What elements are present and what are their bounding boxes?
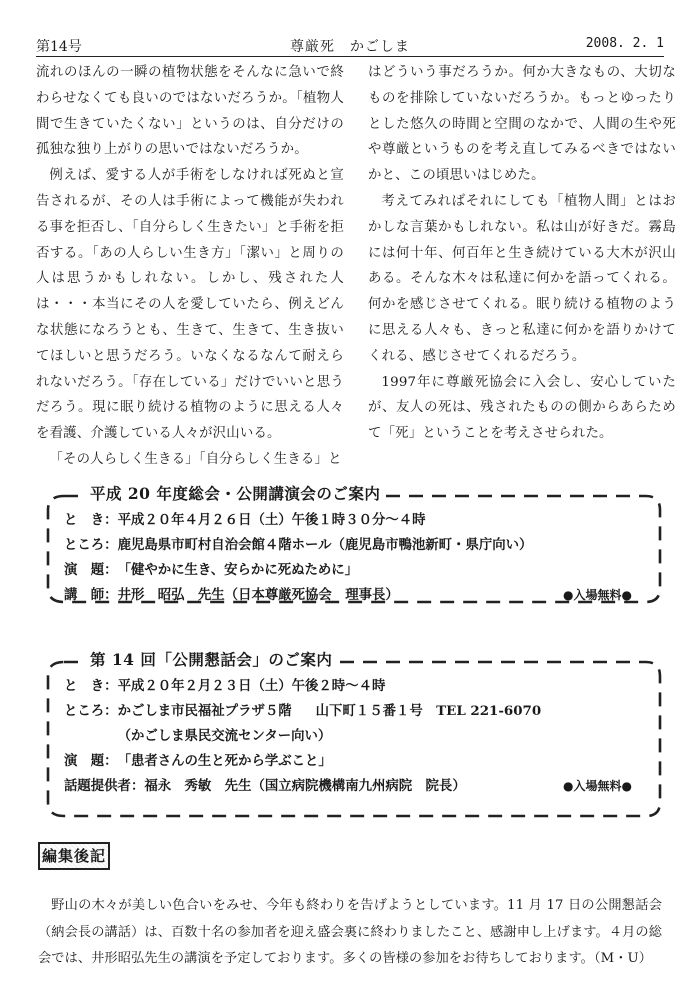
line-value: 「健やかに生き、安らかに死ぬために」 [117,562,359,578]
line-value: かごしま市民福祉プラザ５階 [117,703,292,719]
line-label: 話題提供者： [64,778,145,794]
line-label: 演 題： [64,753,118,769]
afterword-body [38,893,662,973]
notice-line-time [64,508,638,533]
line-label: と き： [64,678,118,694]
line-label [64,724,118,749]
line-label: 演 題： [64,562,118,578]
free-admission-badge: ●入場無料● [563,588,632,602]
article-column-right [368,60,676,447]
article-paragraph: 1997年に尊厳死協会に入会し、安心していたが、友人の死は、残されたものの側からあらためて「死」ということを考えさせられた。 [368,374,676,442]
notice-general-meeting [34,484,668,614]
free-admission-badge: ●入場無料● [563,779,632,793]
notice-open-talk [34,650,668,830]
notice-line-place [64,533,638,558]
article-paragraph: 例えば、愛する人が手術をしなければ死ぬと宣告されるが、その人は手術によって機能が失われる事を拒否し、「自分らしく生きたい」と手術を拒否する。「あの人らしい生き方」「潔い」と周りの人は思うかもしれない。しかし、残された人は・・・本当にその人を愛していたら、例えどんな状態になろうとも、生きて、生きて、生き抜いてほしいと思うだろう。いなくなるなんて耐えられないだろう。「存在している」だけでいいと思うだろう。現に眠り続ける植物のように思える人々を看護、介護している人々が沢山いる。 [36,168,344,442]
notice-line-place-note [64,724,638,749]
issue-date: 2008. 2. 1 [585,36,664,51]
line-value: 平成２０年２月２３日（土）午後２時～４時 [117,678,386,694]
notice-title: 平成 20 年度総会・公開講演会のご案内 [84,482,386,504]
line-value: 平成２０年４月２６日（土）午後１時３０分～４時 [117,512,426,528]
notice-line-speaker [64,774,638,799]
notice-line-place [64,699,638,724]
line-value: （かごしま県民交流センター向い） [117,728,332,744]
afterword-heading: 編集後記 [38,842,110,870]
page-header [36,34,664,57]
notice-details [64,508,638,608]
notice-title: 第 14 回「公開懇話会」のご案内 [84,648,338,670]
notice-line-topic [64,749,638,774]
afterword-text: 野山の木々が美しい色合いをみせ、今年も終わりを告げようとしています。11 月 17 日の公開懇話会（納会長の講話）は、百数十名の参加者を迎え盛会裏に終わりましたこと、感謝申し上げます。４月の総会では、井形昭弘先生の講演を予定しております。多くの皆様の参加をお待ちしております。（M・U） [38,898,662,966]
notice-details [64,674,638,799]
article-paragraph: 流れのほんの一瞬の植物状態をそんなに急いで終わらせなくても良いのではないだろうか。「植物人間で生きていたくない」というのは、自分だけの孤独な独り上がりの思いではないだろうか。 [36,65,344,158]
article-column-left [36,60,344,473]
line-value: 鹿児島県市町村自治会館４階ホール（鹿児島市鴨池新町・県庁向い） [117,537,533,553]
line-value: 井形 昭弘 先生（日本尊厳死協会 理事長） [117,587,399,603]
line-label: と き： [64,512,118,528]
line-label: 講 師： [64,587,118,603]
line-value: 福永 秀敏 先生（国立病院機構南九州病院 院長） [144,778,466,794]
line-address: 山下町１５番１号 TEL 221-6070 [315,703,542,719]
issue-number: 第14号 [36,39,82,55]
newsletter-title: 尊厳死 かごしま [290,39,410,55]
notice-line-time [64,674,638,699]
line-label: ところ： [64,537,118,553]
notice-line-topic [64,558,638,583]
article-paragraph: 考えてみればそれにしても「植物人間」とはおかしな言葉かもしれない。私は山が好きだ。霧島には何十年、何百年と生き続けている大木が沢山ある。そんな木々は私達に何かを語ってくれる。何かを感じさせてくれる。眠り続ける植物のように思える人々も、きっと私達に何かを語りかけてくれる、感じさせてくれるだろう。 [368,193,676,364]
notice-line-speaker [64,583,638,608]
article-paragraph: 「その人らしく生きる」「自分らしく生きる」と [49,451,342,467]
line-value: 「患者さんの生と死から学ぶこと」 [117,753,332,769]
article-paragraph: はどういう事だろうか。何か大きなもの、大切なものを排除していないだろうか。もっとゆったりとした悠久の時間と空間のなかで、人間の生や死や尊厳というものを考え直してみるべきではないかと、この頃思いはじめた。 [368,65,676,184]
line-label: ところ： [64,703,118,719]
